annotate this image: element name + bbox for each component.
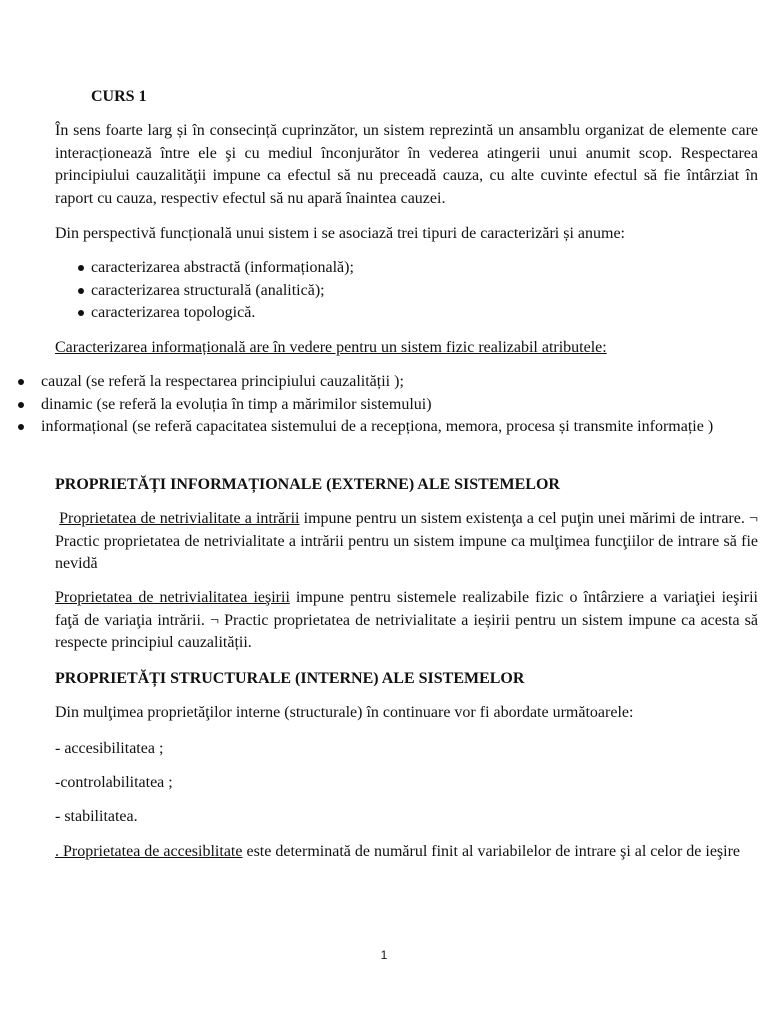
heading-internal-properties: PROPRIETĂȚI STRUCTURALE (INTERNE) ALE SISTEMELOR: [55, 670, 525, 687]
internal-item-stability: - stabilitatea.: [55, 808, 138, 825]
list-item: caracterizarea abstractă (informațională);: [75, 257, 675, 280]
page-number: 1: [380, 948, 388, 962]
internal-intro: Din mulţimea proprietăţilor interne (structurale) în continuare vor fi abordate următoarele:: [55, 704, 634, 721]
course-title: CURS 1: [91, 88, 147, 105]
internal-item-controllability: -controlabilitatea ;: [55, 774, 173, 791]
functional-intro: Din perspectivă funcțională unui sistem i se asociază trei tipuri de caracterizări și anume:: [55, 225, 625, 242]
heading-external-properties: PROPRIETĂȚI INFORMAȚIONALE (EXTERNE) ALE SISTEMELOR: [55, 476, 560, 493]
list-item: caracterizarea topologică.: [75, 302, 675, 325]
intro-paragraph: În sens foarte larg și în consecință cuprinzător, un sistem reprezintă un ansamblu organizat de elemente care interacționează între ele şi cu mediul înconjurător în vederea atingerii unui anumit scop. Respectarea principiului cauzalităţii impune ca efectul să nu preceadă cauza, cu alte cuvinte efectul să fie întârziat în raport cu cauza, respectiv efectul să nu apară înaintea cauzei.: [55, 122, 758, 207]
list-item: cauzal (se referă la respectarea principiului cauzalității );: [17, 371, 758, 394]
prop-input-paragraph: Proprietatea de netrivialitate a intrării impune pentru un sistem existenţa a cel puţin unei mărimi de intrare. ¬ Practic proprietatea de netrivialitate a intrării pentru un sistem impune ca mulţimea funcţiilor de intrare să fie nevidă: [55, 510, 759, 572]
list-item: dinamic (se referă la evoluția în timp a mărimilor sistemului): [17, 394, 758, 417]
list-item: caracterizarea structurală (analitică);: [75, 280, 675, 303]
characterization-list: [75, 257, 675, 325]
list-item: informațional (se referă capacitatea sistemului de a recepționa, memora, procesa și transmite informație ): [17, 416, 758, 439]
internal-item-accessibility: - accesibilitatea ;: [55, 740, 164, 757]
prop-input-term: Proprietatea de netrivialitate a intrării: [59, 510, 300, 527]
prop-access-paragraph: . Proprietatea de accesiblitate este determinată de numărul finit al variabilelor de intrare şi al celor de ieşire: [55, 843, 741, 860]
prop-output-term: Proprietatea de netrivialitatea ieşirii: [55, 589, 290, 606]
prop-output-paragraph: Proprietatea de netrivialitatea ieşirii impune pentru sistemele realizabile fizic o întârziere a variaţiei ieşirii faţă de variaţia intrării. ¬ Practic proprietatea de netrivialitate a ieșirii pentru un sistem impune ca acesta să respecte principiul cauzalității.: [55, 589, 758, 651]
attribute-list: [17, 371, 758, 439]
info-characterization-heading: Caracterizarea informațională are în vedere pentru un sistem fizic realizabil atributele:: [55, 339, 607, 356]
prop-access-term: . Proprietatea de accesiblitate: [55, 843, 243, 860]
